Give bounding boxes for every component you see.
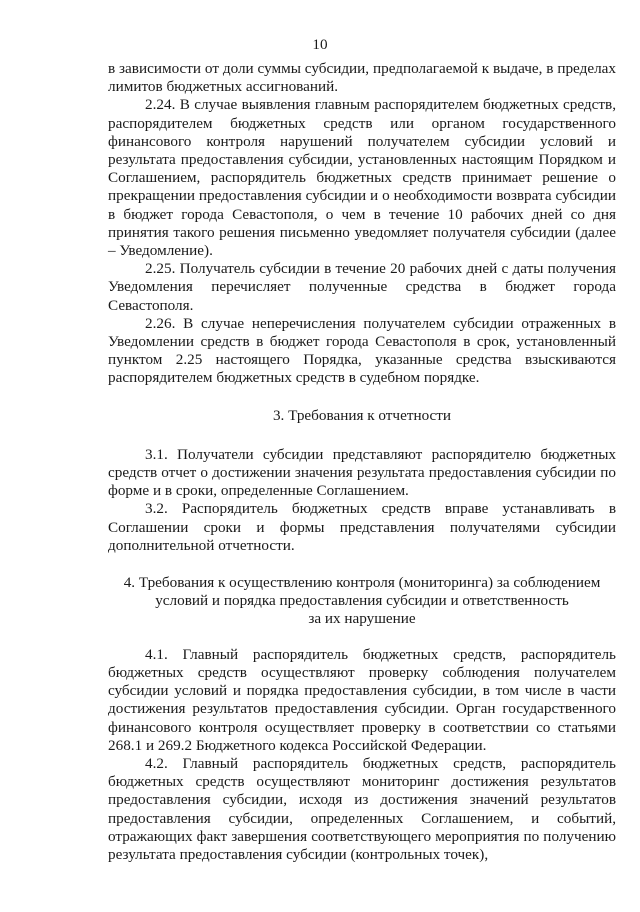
- section-4-heading-line-3: за их нарушение: [308, 610, 416, 628]
- paragraph-2-25: 2.25. Получатель субсидии в течение 20 рабочих дней с даты получения Уведомления перечисляет полученные средства в бюджет города Севастополя.: [108, 260, 616, 314]
- section-4-heading-line-2: условий и порядка предоставления субсидии и ответственность: [155, 592, 569, 610]
- paragraph-4-2: 4.2. Главный распорядитель бюджетных средств, распорядитель бюджетных средств осуществляют мониторинг достижения результатов предоставления субсидии, исходя из достижения значений результатов предоставления субсидии, определенных Соглашением, и событий, отражающих факт завершения соответствующего мероприятия по получению результата предоставления субсидии (контрольных точек),: [108, 754, 616, 863]
- document-body: [108, 60, 616, 864]
- section-4-heading-line-1: 4. Требования к осуществлению контроля (мониторинга) за соблюдением: [123, 574, 601, 592]
- paragraph-3-1: 3.1. Получатели субсидии представляют распорядителю бюджетных средств отчет о достижении значения результата предоставления субсидии по форме и в сроки, определенные Соглашением.: [108, 445, 616, 500]
- paragraph-2-24: 2.24. В случае выявления главным распорядителем бюджетных средств, распорядителем бюджетных средств или органом государственного финансового контроля нарушений получателем субсидии условий и результата предоставления субсидии, установленных настоящим Порядком и Соглашением, распорядитель бюджетных средств принимает решение о прекращении предоставления субсидии и о необходимости возврата субсидии в бюджет города Севастополя, о чем в течение 10 рабочих дней со дня принятия такого решения письменно уведомляет получателя субсидии (далее – Уведомление).: [108, 96, 616, 260]
- paragraph-2-26: 2.26. В случае неперечисления получателем субсидии отраженных в Уведомлении средств в бюджет города Севастополя в срок, установленный пунктом 2.25 настоящего Порядка, указанные средства взыскиваются распорядителем бюджетных средств в судебном порядке.: [108, 314, 616, 387]
- page-number: 10: [312, 36, 328, 53]
- paragraph-4-1: 4.1. Главный распорядитель бюджетных средств, распорядитель бюджетных средств осуществляют проверку соблюдения получателем субсидии условий и порядка предоставления субсидии, в том числе в части достижения результатов предоставления субсидии. Орган государственного финансового контроля осуществляет проверку в соответствии со статьями 268.1 и 269.2 Бюджетного кодекса Российской Федерации.: [108, 645, 616, 754]
- section-3-heading: 3. Требования к отчетности: [272, 406, 452, 424]
- paragraph-3-2: 3.2. Распорядитель бюджетных средств вправе устанавливать в Соглашении сроки и формы представления получателями субсидии дополнительной отчетности.: [108, 500, 616, 554]
- paragraph-continuation: в зависимости от доли суммы субсидии, предполагаемой к выдаче, в пределах лимитов бюджетных ассигнований.: [108, 60, 616, 96]
